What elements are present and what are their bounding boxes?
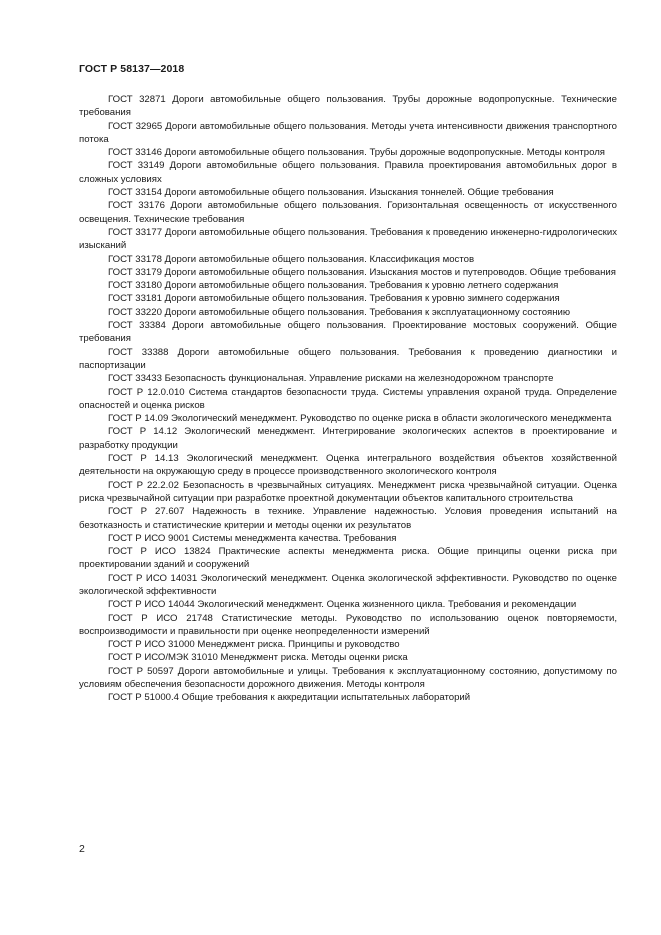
reference-item: ГОСТ 33177 Дороги автомобильные общего пользования. Требования к проведению инженерно-гидрологических изысканий <box>79 226 617 252</box>
reference-item: ГОСТ 33178 Дороги автомобильные общего пользования. Классификация мостов <box>108 253 475 265</box>
reference-item: ГОСТ 33220 Дороги автомобильные общего пользования. Требования к эксплуатационному состоянию <box>108 306 571 318</box>
reference-item: ГОСТ 33384 Дороги автомобильные общего пользования. Проектирование мостовых сооружений. Общие требования <box>79 320 617 345</box>
reference-item: ГОСТ 33179 Дороги автомобильные общего пользования. Изыскания мостов и путепроводов. Общие требования <box>108 266 616 278</box>
reference-item: ГОСТ Р 27.607 Надежность в технике. Управление надежностью. Условия проведения испытаний на безотказность и статистические критерии и методы оценки их результатов <box>79 506 617 531</box>
reference-item: ГОСТ Р ИСО 9001 Системы менеджмента качества. Требования <box>108 532 397 544</box>
reference-item: ГОСТ Р 14.12 Экологический менеджмент. Интегрирование экологических аспектов в проектирование и разработку продукции <box>79 426 617 451</box>
reference-item: ГОСТ 33388 Дороги автомобильные общего пользования. Требования к проведению диагностики и паспортизации <box>79 346 617 371</box>
references-list <box>79 93 617 705</box>
reference-item: ГОСТ Р ИСО 14044 Экологический менеджмент. Оценка жизненного цикла. Требования и рекомендации <box>108 599 577 611</box>
reference-item: ГОСТ Р 50597 Дороги автомобильные и улицы. Требования к эксплуатационному состоянию, допустимому по условиям обеспечения безопасности дорожного движения. Методы контроля <box>79 665 617 691</box>
reference-item: ГОСТ Р ИСО/МЭК 31010 Менеджмент риска. Методы оценки риска <box>108 652 408 664</box>
reference-item: ГОСТ Р ИСО 21748 Статистические методы. Руководство по использованию оценок повторяемости, воспроизводимости и правильности при оценке неопределенности измерений <box>79 612 617 637</box>
reference-item: ГОСТ Р ИСО 13824 Практические аспекты менеджмента риска. Общие принципы оценки риска при проектировании зданий и сооружений <box>79 546 617 571</box>
reference-item: ГОСТ 33433 Безопасность функциональная. Управление рисками на железнодорожном транспорте <box>108 373 554 385</box>
reference-item: ГОСТ 33181 Дороги автомобильные общего пользования. Требования к уровню зимнего содержания <box>108 293 560 305</box>
reference-item: ГОСТ Р 12.0.010 Система стандартов безопасности труда. Системы управления охраной труда. Определение опасностей и оценка рисков <box>79 386 617 411</box>
reference-item: ГОСТ 33176 Дороги автомобильные общего пользования. Горизонтальная освещенность от искусственного освещения. Технические требования <box>79 200 617 225</box>
reference-item: ГОСТ Р ИСО 14031 Экологический менеджмент. Оценка экологической эффективности. Руководство по оценке экологической эффективности <box>79 572 617 597</box>
reference-item: ГОСТ Р 14.13 Экологический менеджмент. Оценка интегрального воздействия объектов хозяйственной деятельности на окружающую среду в процессе производственного экологического контроля <box>79 453 617 478</box>
reference-item: ГОСТ Р 51000.4 Общие требования к аккредитации испытательных лабораторий <box>108 692 471 704</box>
reference-item: ГОСТ 33149 Дороги автомобильные общего пользования. Правила проектирования автомобильных дорог в сложных условиях <box>79 160 617 185</box>
reference-item: ГОСТ 32871 Дороги автомобильные общего пользования. Трубы дорожные водопропускные. Технические требования <box>79 94 617 119</box>
reference-item: ГОСТ 33154 Дороги автомобильные общего пользования. Изыскания тоннелей. Общие требования <box>108 187 554 199</box>
document-header: ГОСТ Р 58137—2018 <box>79 63 185 75</box>
reference-item: ГОСТ 33180 Дороги автомобильные общего пользования. Требования к уровню летнего содержания <box>108 280 559 292</box>
reference-item: ГОСТ 33146 Дороги автомобильные общего пользования. Трубы дорожные водопропускные. Методы контроля <box>108 147 605 159</box>
reference-item: ГОСТ Р ИСО 31000 Менеджмент риска. Принципы и руководство <box>108 639 400 651</box>
reference-item: ГОСТ Р 22.2.02 Безопасность в чрезвычайных ситуациях. Менеджмент риска чрезвычайной ситуации. Оценка риска чрезвычайной ситуации при разработке проектной документации объектов капитального строительства <box>79 479 617 504</box>
page-number: 2 <box>79 843 85 855</box>
reference-item: ГОСТ Р 14.09 Экологический менеджмент. Руководство по оценке риска в области экологического менеджмента <box>108 413 612 425</box>
reference-item: ГОСТ 32965 Дороги автомобильные общего пользования. Методы учета интенсивности движения транспортного потока <box>79 120 617 145</box>
